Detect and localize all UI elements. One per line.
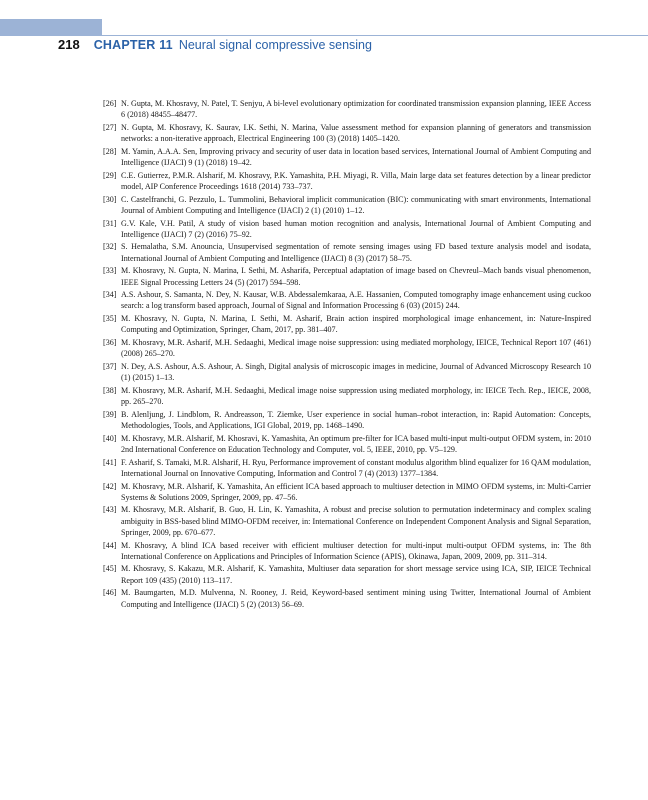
reference-text: M. Baumgarten, M.D. Mulvenna, N. Rooney, J. Reid, Keyword-based sentiment mining using Twitter, International Journal of Ambient Computing and Intelligence (IJACI) 5 (2) (2013) 56–69.: [121, 588, 591, 609]
header-accent-bar: [0, 19, 102, 36]
reference-text: M. Yamin, A.A.A. Sen, Improving privacy and security of user data in location based services, International Journal of Ambient Computing and Intelligence (IJACI) 9 (1) (2018) 19–42.: [121, 146, 591, 168]
reference-list: [103, 98, 591, 611]
reference-text: M. Khosravy, N. Gupta, N. Marina, I. Sethi, M. Asharif, Brain action inspired morphological image enhancement, in: Nature-Inspired Computing and Optimization, Springer, Cham, 2017, pp. 381–407.: [121, 314, 591, 335]
chapter-title: Neural signal compressive sensing: [178, 38, 372, 52]
reference-number: [45]: [103, 564, 117, 574]
reference-item: [103, 481, 591, 503]
reference-number: [31]: [103, 218, 117, 228]
reference-text: N. Gupta, M. Khosravy, N. Patel, T. Senjyu, A bi-level evolutionary optimization for coordinated transmission expansion planning, IEEE Access 6 (2018) 48455–48477.: [121, 99, 591, 120]
reference-number: [36]: [103, 338, 117, 348]
reference-text: C. Castelfranchi, G. Pezzulo, L. Tummolini, Behavioral implicit communication (BIC): communicating with smart environments, International Journal of Ambient Computing and Intelligence (IJACI) 2 (1) (2010) 1–12.: [121, 194, 591, 215]
reference-number: [44]: [103, 540, 117, 550]
reference-item: [103, 504, 591, 538]
reference-text: A.S. Ashour, S. Samanta, N. Dey, N. Kausar, W.B. Abdessalemkaraa, A.E. Hassanien, Computed tomography image enhancement using cuckoo search: a log transform based approach, Journal of Signal and Information Processing 6 (03) (2015) 244.: [121, 290, 591, 311]
reference-number: [28]: [103, 146, 117, 156]
reference-item: [103, 170, 591, 192]
reference-number: [34]: [103, 290, 117, 300]
reference-item: [103, 241, 591, 263]
reference-item: [103, 361, 591, 383]
running-header: [58, 37, 372, 57]
reference-item: [103, 98, 591, 120]
reference-text: S. Hemalatha, S.M. Anouncia, Unsupervised segmentation of remote sensing images using FD based texture analysis model and isodata, International Journal of Ambient Computing and Intelligence (IJACI) 8 (3) (2017) 58–75.: [121, 242, 591, 263]
reference-text: N. Dey, A.S. Ashour, A.S. Ashour, A. Singh, Digital analysis of microscopic images in medicine, Journal of Advanced Microscopy Research 10 (1) (2015) 1–13.: [121, 361, 591, 383]
reference-number: [38]: [103, 385, 117, 395]
reference-text: N. Gupta, M. Khosravy, K. Saurav, I.K. Sethi, N. Marina, Value assessment method for expansion planning of generators and transmission networks: a non-iterative approach, Electrical Engineering 100 (3) (2018) 1405–1420.: [121, 122, 591, 144]
reference-item: [103, 457, 591, 479]
reference-number: [35]: [103, 314, 117, 324]
reference-item: [103, 337, 591, 359]
chapter-label: CHAPTER 11: [93, 38, 173, 52]
reference-item: [103, 289, 591, 311]
reference-number: [30]: [103, 194, 117, 204]
reference-number: [40]: [103, 433, 117, 443]
reference-number: [42]: [103, 481, 117, 491]
reference-text: M. Khosravy, M.R. Alsharif, B. Guo, H. Lin, K. Yamashita, A robust and precise solution to permutation indeterminacy and complex scaling ambiguity in BSS-based blind MIMO-OFDM receiver, in: International Conference on Independent Component Analysis and Signal Separation, Springer, 2009, pp. 670–677.: [121, 505, 591, 537]
reference-text: M. Khosravy, S. Kakazu, M.R. Alsharif, K. Yamashita, Multiuser data separation for short message service using ICA, SIP, IEICE Technical Report 109 (435) (2010) 113–117.: [121, 564, 591, 585]
reference-item: [103, 194, 591, 216]
header-rule: [0, 35, 648, 36]
reference-item: [103, 218, 591, 240]
reference-text: G.V. Kale, V.H. Patil, A study of vision based human motion recognition and analysis, International Journal of Ambient Computing and Intelligence (IJACI) 7 (2) (2016) 75–92.: [121, 218, 591, 239]
reference-text: M. Khosravy, M.R. Asharif, M.H. Sedaaghi, Medical image noise suppression using mediated morphology, in: IEICE Tech. Rep., IEICE, 2008, pp. 265–270.: [121, 385, 591, 407]
reference-number: [27]: [103, 122, 117, 132]
reference-number: [26]: [103, 99, 117, 108]
reference-item: [103, 433, 591, 455]
reference-text: B. Alenljung, J. Lindblom, R. Andreasson, T. Ziemke, User experience in social human–robot interaction, in: Rapid Automation: Concepts, Methodologies, Tools, and Applications, IGI Global, 2019, pp. 1468–1490.: [121, 409, 591, 430]
reference-text: C.E. Gutierrez, P.M.R. Alsharif, M. Khosravy, P.K. Yamashita, P.H. Miyagi, R. Villa, Main large data set features detection by a linear predictor model, AIP Conference Proceedings 1618 (2014) 733–737.: [121, 170, 591, 191]
reference-item: [103, 122, 591, 144]
reference-text: F. Asharif, S. Tamaki, M.R. Alsharif, H. Ryu, Performance improvement of constant modulus algorithm blind equalizer for 16 QAM modulation, International Journal on Innovative Computing, Information and Control 7 (4) (2013) 1377–1384.: [121, 457, 591, 478]
reference-number: [33]: [103, 266, 117, 276]
reference-number: [29]: [103, 170, 117, 180]
reference-number: [43]: [103, 505, 117, 515]
reference-item: [103, 385, 591, 407]
reference-number: [39]: [103, 409, 117, 419]
reference-number: [32]: [103, 242, 117, 252]
reference-text: M. Khosravy, M.R. Alsharif, K. Yamashita, An efficient ICA based approach to multiuser detection in MIMO OFDM systems, in: Multi-Carrier Systems & Solutions 2009, Springer, 2009, pp. 47–56.: [121, 481, 591, 502]
reference-item: [103, 265, 591, 287]
reference-text: M. Khosravy, M.R. Alsharif, M. Khosravi, K. Yamashita, An optimum pre-filter for ICA based multi-input multi-output OFDM system, in: 2010 2nd International Conference on Education Technology and Computer, vol. 5, IEEE, 2010, pp. V5–129.: [121, 433, 591, 454]
reference-item: [103, 409, 591, 431]
reference-text: M. Khosravy, A blind ICA based receiver with efficient multiuser detection for multi-input multi-output OFDM systems, in: The 8th International Conference on Applications and Principles of Information Science (APIS), Okinawa, Japan, 2009, 2009, pp. 311–314.: [121, 540, 591, 561]
reference-number: [41]: [103, 457, 117, 467]
reference-item: [103, 146, 591, 168]
reference-item: [103, 563, 591, 585]
reference-item: [103, 540, 591, 562]
reference-item: [103, 587, 591, 609]
reference-item: [103, 313, 591, 335]
reference-text: M. Khosravy, N. Gupta, N. Marina, I. Sethi, M. Asharifa, Perceptual adaptation of image based on Chevreul–Mach bands visual phenomenon, IEEE Signal Processing Letters 24 (5) (2017) 594–598.: [121, 266, 591, 287]
page-number: 218: [58, 37, 80, 52]
reference-number: [37]: [103, 361, 117, 371]
reference-number: [46]: [103, 588, 117, 598]
reference-text: M. Khosravy, M.R. Asharif, M.H. Sedaaghi, Medical image noise suppression: using mediated morphology, IEICE, Technical Report 107 (461) (2008) 265–270.: [121, 338, 591, 359]
